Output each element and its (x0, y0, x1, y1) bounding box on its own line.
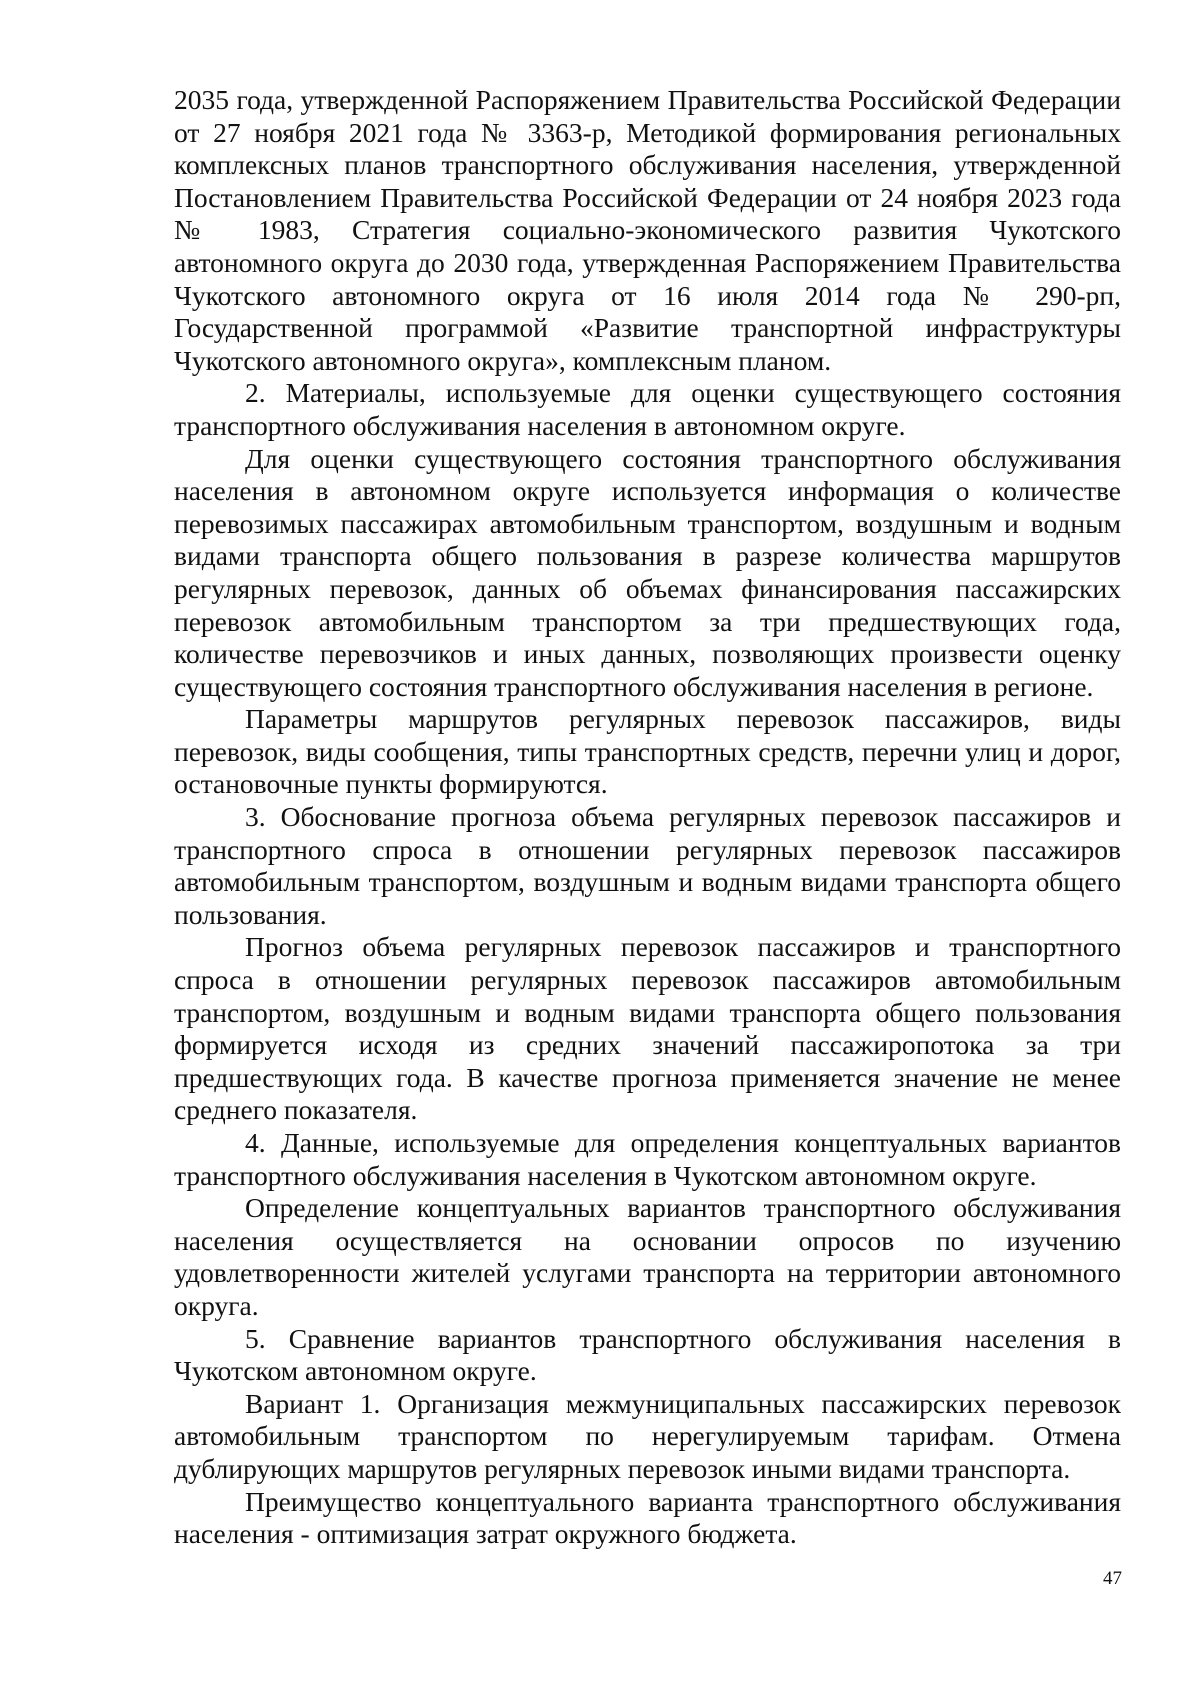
paragraph-8: Определение концептуальных вариантов транспортного обслуживания населения осуществляется на основании опросов по изучению удовлетворенности жителей услугами транспорта на территории автономного округа. (174, 1192, 1121, 1321)
paragraph-1: 2035 года, утвержденной Распоряжением Правительства Российской Федерации от 27 ноября 2021 года № 3363-р, Методикой формирования региональных комплексных планов транспортного обслуживания населения, утвержденной Постановлением Правительства Российской Федерации от 24 ноября 2023 года № 1983, Стратегия социально-экономического развития Чукотского автономного округа до 2030 года, утвержденная Распоряжением Правительства Чукотского автономного округа от 16 июля 2014 года № 290-рп, Государственной программой «Развитие транспортной инфраструктуры Чукотского автономного округа», комплексным планом. (174, 84, 1121, 376)
paragraph-9: 5. Сравнение вариантов транспортного обслуживания населения в Чукотском автономном округе. (174, 1322, 1121, 1387)
paragraph-5: 3. Обоснование прогноза объема регулярных перевозок пассажиров и транспортного спроса в отношении регулярных перевозок пассажиров автомобильным транспортом, воздушным и водным видами транспорта общего пользования. (174, 801, 1121, 930)
document-page (174, 84, 1121, 1551)
paragraph-6: Прогноз объема регулярных перевозок пассажиров и транспортного спроса в отношении регулярных перевозок пассажиров автомобильным транспортом, воздушным и водным видами транспорта общего пользования формируется исходя из средних значений пассажиропотока за три предшествующих года. В качестве прогноза применяется значение не менее среднего показателя. (174, 931, 1121, 1126)
paragraph-3: Для оценки существующего состояния транспортного обслуживания населения в автономном округе используется информация о количестве перевозимых пассажирах автомобильным транспортом, воздушным и водным видами транспорта общего пользования в разрезе количества маршрутов регулярных перевозок, данных об объемах финансирования пассажирских перевозок автомобильным транспортом за три предшествующих года, количестве перевозчиков и иных данных, позволяющих произвести оценку существующего состояния транспортного обслуживания населения в регионе. (174, 442, 1121, 702)
paragraph-10: Вариант 1. Организация межмуниципальных пассажирских перевозок автомобильным транспортом по нерегулируемым тарифам. Отмена дублирующих маршрутов регулярных перевозок иными видами транспорта. (174, 1387, 1121, 1484)
paragraph-2: 2. Материалы, используемые для оценки существующего состояния транспортного обслуживания населения в автономном округе. (174, 377, 1121, 441)
paragraph-7: 4. Данные, используемые для определения концептуальных вариантов транспортного обслуживания населения в Чукотском автономном округе. (174, 1127, 1121, 1191)
page-number: 47 (1103, 1568, 1122, 1589)
paragraph-4: Параметры маршрутов регулярных перевозок пассажиров, виды перевозок, виды сообщения, типы транспортных средств, перечни улиц и дорог, остановочные пункты формируются. (174, 703, 1121, 800)
paragraph-11: Преимущество концептуального варианта транспортного обслуживания населения - оптимизация затрат окружного бюджета. (174, 1485, 1121, 1550)
